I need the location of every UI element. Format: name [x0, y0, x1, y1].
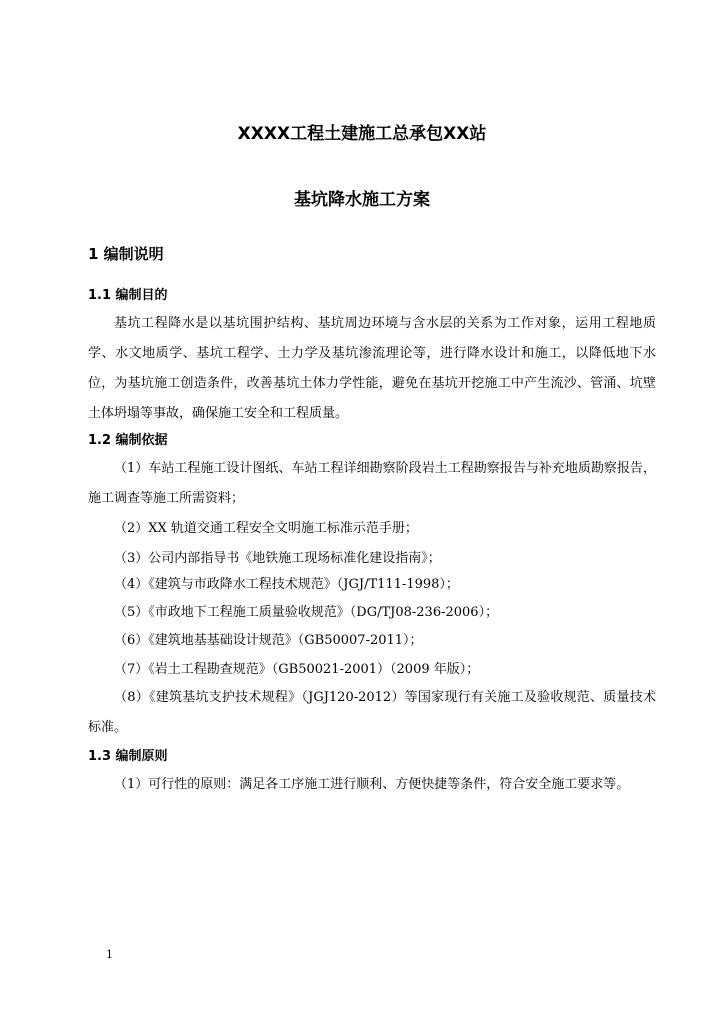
basis-item-8: （8）《建筑基坑支护技术规程》（JGJ120-2012）等国家现行有关施工及验收规范、质量技术标准。	[88, 690, 656, 735]
document-title: XXXX工程土建施工总承包XX站	[237, 124, 487, 144]
document-subtitle: 基坑降水施工方案	[294, 190, 430, 210]
basis-item-3: （3）公司内部指导书《地铁施工现场标准化建设指南》；	[114, 551, 441, 566]
section-heading-1: 1 编制说明	[88, 245, 164, 263]
section-heading-1-1: 1.1 编制目的	[88, 288, 168, 303]
basis-item-1: （1）车站工程施工设计图纸、车站工程详细勘察阶段岩土工程勘察报告与补充地质勘察报告，施工调查等施工所需资料；	[88, 461, 656, 506]
basis-item-4: （4）《建筑与市政降水工程技术规范》（JGJ/T111-1998）；	[114, 577, 459, 592]
basis-item-7: （7）《岩土工程勘查规范》（GB50021-2001）（2009 年版）；	[114, 662, 480, 677]
basis-item-2: （2）XX 轨道交通工程安全文明施工标准示范手册；	[114, 521, 418, 536]
principle-item-1: （1）可行性的原则：满足各工序施工进行顺利、方便快捷等条件，符合安全施工要求等。	[114, 777, 630, 792]
basis-item-5: （5）《市政地下工程施工质量验收规范》（DG/TJ08-236-2006）；	[114, 605, 499, 620]
page-number: 1	[106, 948, 113, 961]
section-heading-1-3: 1.3 编制原则	[88, 749, 168, 764]
section-heading-1-2: 1.2 编制依据	[88, 433, 168, 448]
purpose-paragraph: 基坑工程降水是以基坑围护结构、基坑周边环境与含水层的关系为工作对象，运用工程地质学、水文地质学、基坑工程学、土力学及基坑渗流理论等，进行降水设计和施工，以降低地下水位，为基坑施工创造条件，改善基坑土体力学性能，避免在基坑开挖施工中产生流沙、管涌、坑壁土体坍塌等事故，确保施工安全和工程质量。	[88, 316, 656, 421]
basis-item-6: （6）《建筑地基基础设计规范》（GB50007-2011）；	[114, 633, 423, 648]
